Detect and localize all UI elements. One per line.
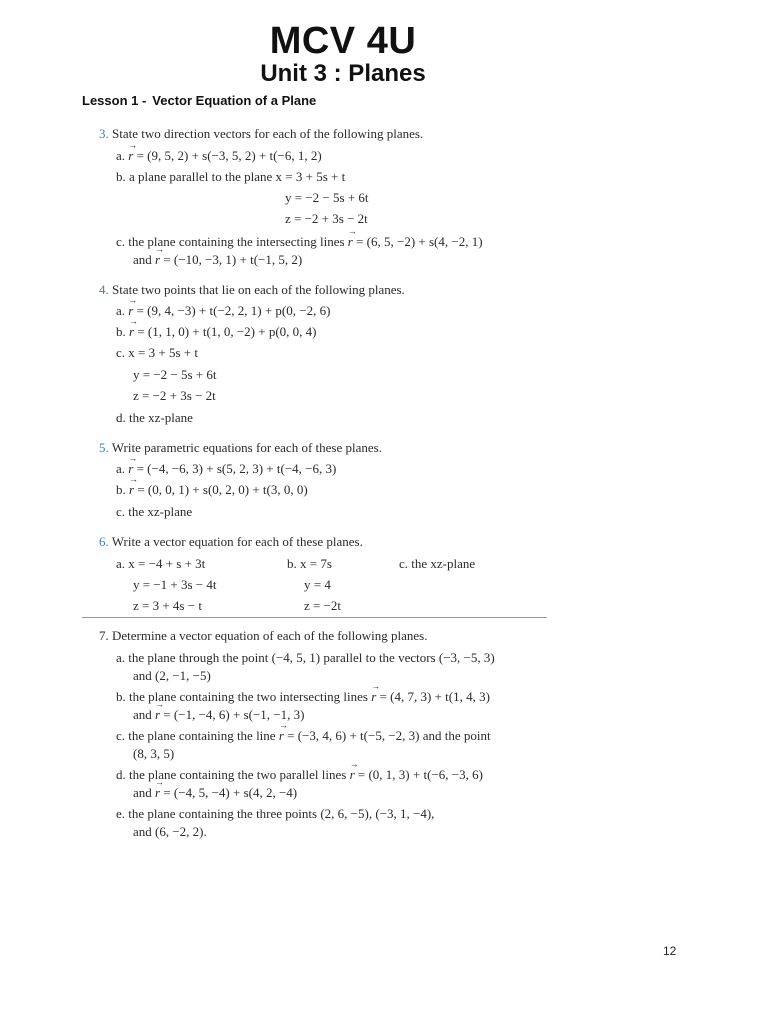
q7b-equation-2: = (−1, −4, 6) + s(−1, −1, 3) <box>160 707 305 722</box>
q7b-and: and <box>133 707 152 722</box>
lesson-label: Lesson 1 - <box>82 93 147 108</box>
q7d-text: the plane containing the two parallel lines <box>129 767 347 782</box>
vector-r: → r <box>155 252 160 268</box>
q6b-line3: z = −2t <box>304 598 342 613</box>
q5b <box>116 482 308 498</box>
q4b <box>116 324 316 340</box>
q7e <box>116 806 434 822</box>
q4b-equation: = (1, 1, 0) + t(1, 0, −2) + p(0, 0, 4) <box>134 324 317 339</box>
q3c-label: c. <box>116 234 126 249</box>
q7-number: 7. <box>99 628 109 643</box>
q3b <box>116 169 345 185</box>
q6b-line2: y = 4 <box>304 577 331 592</box>
vector-r: → r <box>155 707 160 723</box>
q7d-line2 <box>133 785 297 801</box>
q3b-text: a plane parallel to the plane x = 3 + 5s + t <box>129 169 346 184</box>
q5b-equation: = (0, 0, 1) + s(0, 2, 0) + t(3, 0, 0) <box>134 482 308 497</box>
q6b-line1: x = 7s <box>300 556 332 571</box>
q3c <box>116 234 483 250</box>
q4-prompt-line <box>99 282 405 298</box>
vector-r: → r <box>155 785 160 801</box>
q3c-equation: = (6, 5, −2) + s(4, −2, 1) <box>352 234 483 249</box>
q4-prompt: State two points that lie on each of the following planes. <box>112 282 405 297</box>
q4c-line2: y = −2 − 5s + 6t <box>133 367 217 382</box>
q6c-label: c. <box>399 556 409 571</box>
q7a-line2: and (2, −1, −5) <box>133 668 211 683</box>
vector-r: → r <box>350 767 355 783</box>
q3b-line3: z = −2 + 3s − 2t <box>285 211 368 226</box>
q5-prompt-line <box>99 440 382 456</box>
q7-prompt: Determine a vector equation of each of the following planes. <box>112 628 428 643</box>
q6a <box>116 556 205 572</box>
q3a <box>116 148 322 164</box>
q6-prompt-line <box>99 534 363 550</box>
course-title: MCV 4U <box>269 20 417 62</box>
vector-r: → r <box>129 324 134 340</box>
q5-prompt: Write parametric equations for each of these planes. <box>111 440 382 455</box>
q7d-equation-2: = (−4, 5, −4) + s(4, 2, −4) <box>160 785 298 800</box>
q5c-text: the xz-plane <box>128 504 193 519</box>
q7b-label: b. <box>116 689 126 704</box>
q6a-line2: y = −1 + 3s − 4t <box>133 577 217 592</box>
q3b-label: b. <box>116 169 126 184</box>
q7c-line2: (8, 3, 5) <box>133 746 175 761</box>
q4a-label: a. <box>116 303 126 318</box>
q6b <box>287 556 332 572</box>
q3-prompt: State two direction vectors for each of the following planes. <box>112 126 424 141</box>
q4b-label: b. <box>116 324 126 339</box>
q7c-equation: = (−3, 4, 6) + t(−5, −2, 3) and the point <box>283 728 491 743</box>
q5a-label: a. <box>116 461 126 476</box>
vector-r: → r <box>128 148 133 164</box>
q5c <box>116 504 192 520</box>
q7a-line1: the plane through the point (−4, 5, 1) parallel to the vectors (−3, −5, 3) <box>128 650 495 665</box>
q6-number: 6. <box>99 534 109 549</box>
q7e-line1: the plane containing the three points (2, 6, −5), (−3, 1, −4), <box>128 806 435 821</box>
q6-prompt: Write a vector equation for each of these planes. <box>111 534 363 549</box>
q7a <box>116 650 495 666</box>
q7c-text: the plane containing the line <box>128 728 276 743</box>
q5b-label: b. <box>116 482 126 497</box>
q3-prompt-line <box>99 126 423 142</box>
q3a-label: a. <box>116 148 126 163</box>
q4d-text: the xz-plane <box>129 410 193 425</box>
vector-r: → r <box>128 303 133 319</box>
q5a-equation: = (−4, −6, 3) + s(5, 2, 3) + t(−4, −6, 3) <box>133 461 337 476</box>
q3-number: 3. <box>99 126 109 141</box>
vector-r: → r <box>129 482 134 498</box>
q7d-equation: = (0, 1, 3) + t(−6, −3, 6) <box>354 767 483 782</box>
q7b-equation: = (4, 7, 3) + t(1, 4, 3) <box>376 689 490 704</box>
q3c-text: the plane containing the intersecting lines <box>128 234 345 249</box>
q3c-line2 <box>133 252 302 268</box>
q6c-text: the xz-plane <box>411 556 476 571</box>
q7a-label: a. <box>116 650 126 665</box>
q7b <box>116 689 490 705</box>
q4c-line1: x = 3 + 5s + t <box>128 345 198 360</box>
vector-r: → r <box>279 728 284 744</box>
q6c <box>399 556 475 572</box>
q4d-label: d. <box>116 410 126 425</box>
page-number: 12 <box>663 944 677 958</box>
q7d-and: and <box>133 785 152 800</box>
q4a-equation: = (9, 4, −3) + t(−2, 2, 1) + p(0, −2, 6) <box>133 303 331 318</box>
q7d-label: d. <box>116 767 126 782</box>
q4a <box>116 303 330 319</box>
q3a-equation: = (9, 5, 2) + s(−3, 5, 2) + t(−6, 1, 2) <box>133 148 322 163</box>
q3c-and: and <box>133 252 152 267</box>
q6a-line1: x = −4 + s + 3t <box>128 556 206 571</box>
q7e-line2: and (6, −2, 2). <box>133 824 207 839</box>
q6a-line3: z = 3 + 4s − t <box>133 598 202 613</box>
q4-number: 4. <box>99 282 109 297</box>
q4c <box>116 345 198 361</box>
q7e-label: e. <box>116 806 126 821</box>
lesson-heading <box>82 93 322 108</box>
q5c-label: c. <box>116 504 126 519</box>
q4c-label: c. <box>116 345 126 360</box>
q3c-equation-2: = (−10, −3, 1) + t(−1, 5, 2) <box>160 252 303 267</box>
q4d <box>116 410 193 426</box>
section-divider <box>82 617 547 618</box>
q5a <box>116 461 336 477</box>
q7c-label: c. <box>116 728 126 743</box>
q4c-line3: z = −2 + 3s − 2t <box>133 388 216 403</box>
q3b-line2: y = −2 − 5s + 6t <box>285 190 369 205</box>
q6b-label: b. <box>287 556 297 571</box>
q5-number: 5. <box>99 440 109 455</box>
vector-r: → r <box>371 689 376 705</box>
q7b-text: the plane containing the two intersecting lines <box>129 689 368 704</box>
q7-prompt-line <box>99 628 428 644</box>
vector-r: → r <box>348 234 353 250</box>
vector-r: → r <box>128 461 133 477</box>
q7d <box>116 767 483 783</box>
lesson-title: Vector Equation of a Plane <box>152 93 317 108</box>
q6a-label: a. <box>116 556 126 571</box>
unit-title: Unit 3 : Planes <box>260 60 426 87</box>
q7c <box>116 728 491 744</box>
